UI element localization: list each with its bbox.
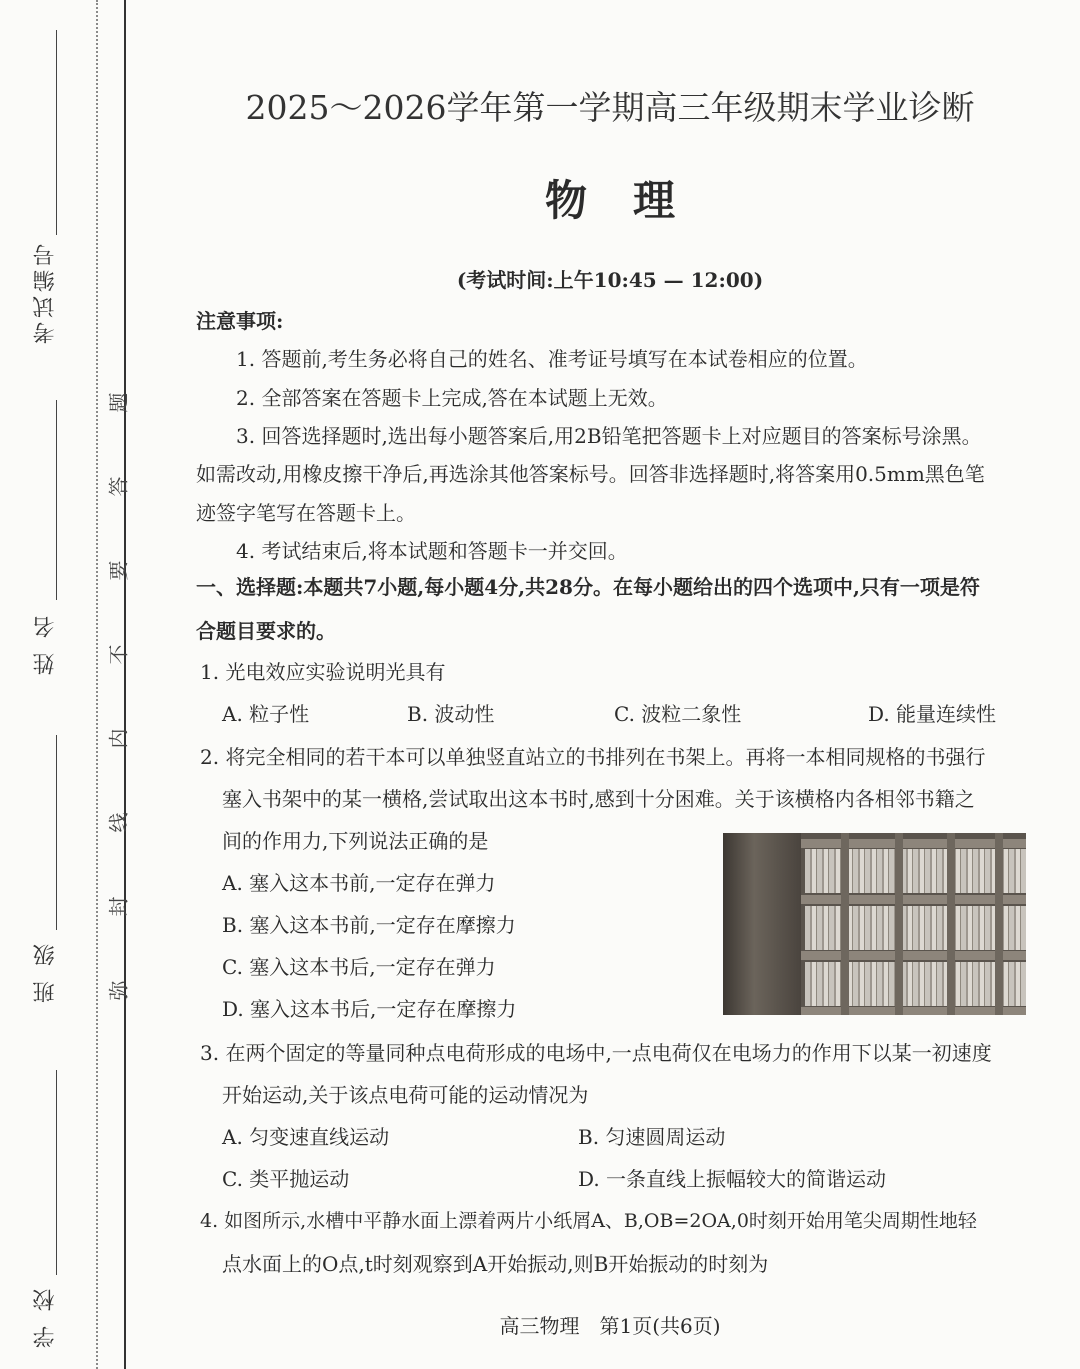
- notice-item-4: 4. 考试结束后,将本试题和答题卡一并交回。: [236, 539, 628, 563]
- q1-option-b: B. 波动性: [407, 702, 495, 726]
- q4-stem-line-2: 点水面上的O点,t时刻观察到A开始振动,则B开始振动的时刻为: [222, 1252, 769, 1276]
- shelf-divider: [947, 833, 955, 1015]
- q2-stem-line-2: 塞入书架中的某一横格,尝试取出这本书时,感到十分困难。关于该横格内各相邻书籍之: [222, 787, 975, 811]
- seal-char: 答: [106, 476, 131, 497]
- page-footer: 高三物理 第1页(共6页): [499, 1314, 721, 1338]
- q2-option-a: A. 塞入这本书前,一定存在弹力: [222, 871, 496, 895]
- q3-stem-line-1: 3. 在两个固定的等量同种点电荷形成的电场中,一点电荷仅在电场力的作用下以某一初速度: [200, 1041, 992, 1065]
- q4-stem-line-1: 4. 如图所示,水槽中平静水面上漂着两片小纸屑A、B,OB=2OA,0时刻开始用笔尖周期性地轻: [200, 1210, 977, 1232]
- section-1-heading: [196, 565, 1036, 653]
- shelf-board: [801, 839, 1026, 848]
- shelf-board: [801, 895, 1026, 904]
- seal-char: 不: [106, 644, 131, 665]
- exam-time: (考试时间:上午10:45 — 12:00): [456, 268, 764, 292]
- exam-number-label: 考试编号: [33, 240, 58, 344]
- name-blank[interactable]: [56, 400, 57, 600]
- shelf-divider: [895, 833, 903, 1015]
- section-1-line-1: 一、选择题:本题共7小题,每小题4分,共28分。在每小题给出的四个选项中,只有一项是符: [196, 575, 980, 599]
- seal-char: 弥: [106, 980, 131, 1001]
- q2-option-c: C. 塞入这本书后,一定存在弹力: [222, 955, 496, 979]
- q1-stem: 1. 光电效应实验说明光具有: [200, 660, 446, 684]
- school-blank[interactable]: [56, 1070, 57, 1275]
- q1-option-d: D. 能量连续性: [868, 702, 997, 726]
- q2-option-d: D. 塞入这本书后,一定存在摩擦力: [222, 997, 517, 1021]
- seal-char: 题: [106, 392, 131, 413]
- subject-title: 物理: [544, 176, 721, 225]
- q1-option-a: A. 粒子性: [222, 702, 310, 726]
- q2-stem-line-3: 间的作用力,下列说法正确的是: [222, 829, 489, 853]
- exam-title: 2025～2026学年第一学期高三年级期末学业诊断: [245, 88, 975, 127]
- class-blank[interactable]: [56, 735, 57, 930]
- q3-option-a: A. 匀变速直线运动: [222, 1125, 390, 1149]
- exam-number-blank[interactable]: [56, 30, 57, 235]
- q3-option-c: C. 类平抛运动: [222, 1167, 350, 1191]
- school-label: 学 校: [33, 1285, 58, 1348]
- q1-option-c: C. 波粒二象性: [614, 702, 742, 726]
- name-label: 姓 名: [33, 612, 58, 675]
- shelf-board: [801, 1007, 1026, 1015]
- seal-char: 线: [106, 812, 131, 833]
- book-row: [805, 962, 1026, 1006]
- section-1-line-2: 合题目要求的。: [196, 619, 336, 643]
- seal-char: 封: [106, 896, 131, 917]
- seal-char: 要: [106, 560, 131, 581]
- notice-item-3-line-1: 3. 回答选择题时,选出每小题答案后,用2B铅笔把答题卡上对应题目的答案标号涂黑。: [236, 424, 982, 448]
- book-row: [805, 849, 1026, 893]
- q3-option-d: D. 一条直线上振幅较大的简谐运动: [578, 1167, 887, 1191]
- bookshelf-photo: [723, 833, 1026, 1015]
- notice-item-3-line-2: 如需改动,用橡皮擦干净后,再选涂其他答案标号。回答非选择题时,将答案用0.5mm黑色笔: [196, 462, 985, 486]
- seal-char: 内: [106, 728, 131, 749]
- shelf-divider: [995, 833, 1003, 1015]
- q3-stem-line-2: 开始运动,关于该点电荷可能的运动情况为: [222, 1083, 589, 1107]
- notice-item-2: 2. 全部答案在答题卡上完成,答在本试题上无效。: [236, 386, 668, 410]
- notice-heading: 注意事项:: [196, 309, 284, 333]
- notice-item-1: 1. 答题前,考生务必将自己的姓名、准考证号填写在本试卷相应的位置。: [236, 347, 868, 371]
- q2-option-b: B. 塞入这本书前,一定存在摩擦力: [222, 913, 516, 937]
- shelf-divider: [841, 833, 849, 1015]
- q3-option-b: B. 匀速圆周运动: [578, 1125, 726, 1149]
- class-label: 班 级: [33, 940, 58, 1003]
- binding-solid-line: [124, 0, 126, 1369]
- notice-item-3-line-3: 迹签字笔写在答题卡上。: [196, 501, 416, 525]
- bookshelf-side-panel: [723, 833, 801, 1015]
- book-row: [805, 906, 1026, 950]
- q2-stem-line-1: 2. 将完全相同的若干本可以单独竖直站立的书排列在书架上。再将一本相同规格的书强行: [200, 745, 986, 769]
- shelf-board: [801, 951, 1026, 960]
- binding-dotted-line: [96, 0, 98, 1369]
